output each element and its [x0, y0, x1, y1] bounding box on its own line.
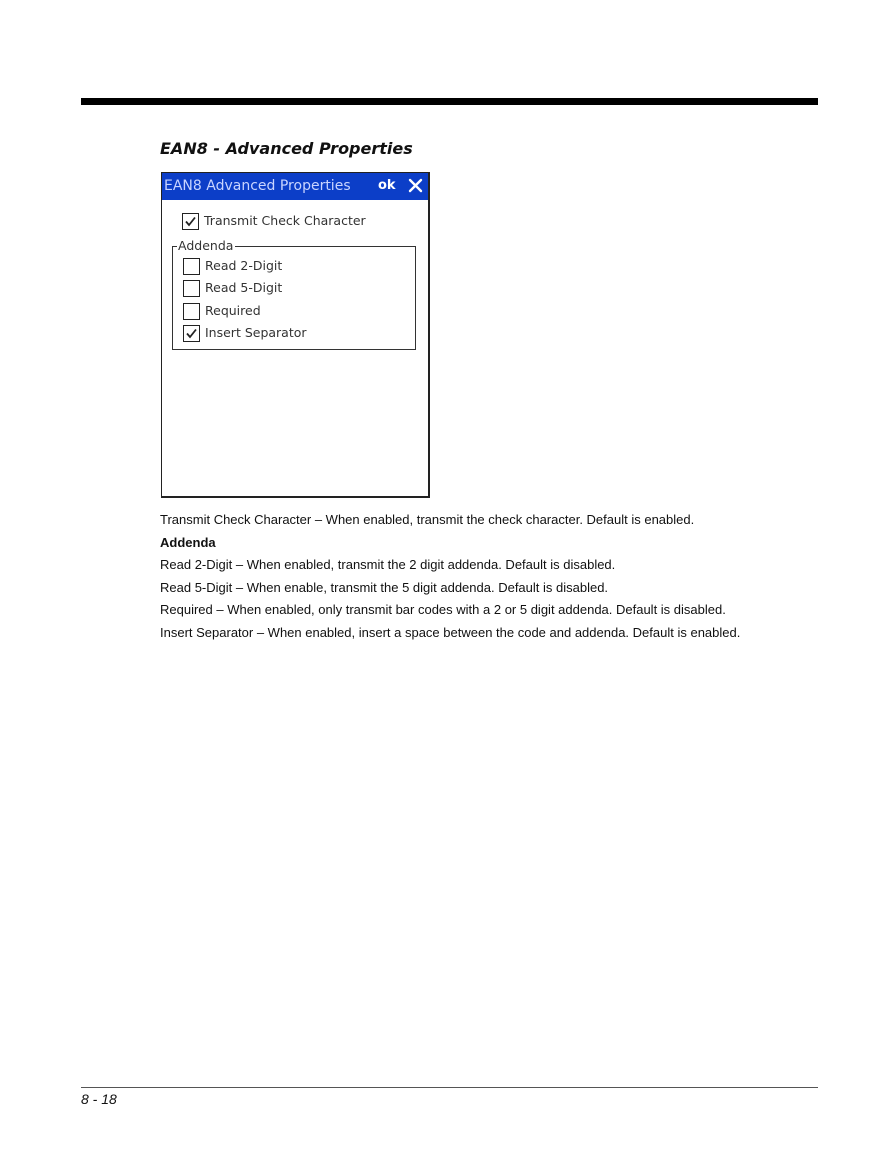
- required-checkbox[interactable]: [183, 303, 200, 320]
- page-number: 8 - 18: [81, 1091, 117, 1107]
- desc-read-5-digit: Read 5-Digit – When enable, transmit the 5 digit addenda. Default is disabled.: [160, 580, 609, 595]
- read-2-digit-checkbox[interactable]: [183, 258, 200, 275]
- addenda-group-legend: Addenda: [178, 238, 234, 253]
- read-2-digit-label[interactable]: Read 2-Digit: [205, 258, 283, 273]
- section-heading: EAN8 - Advanced Properties: [160, 139, 413, 158]
- desc-addenda-heading: Addenda: [160, 535, 216, 550]
- checkmark-icon: [185, 327, 198, 340]
- read-5-digit-checkbox[interactable]: [183, 280, 200, 297]
- required-row[interactable]: [183, 303, 383, 321]
- ean8-properties-window: [161, 172, 430, 498]
- bottom-rule: [81, 1087, 818, 1088]
- insert-separator-label[interactable]: Insert Separator: [205, 325, 307, 340]
- transmit-check-character-row[interactable]: [182, 213, 382, 231]
- checkmark-icon: [184, 215, 197, 228]
- insert-separator-row[interactable]: [183, 325, 383, 343]
- window-titlebar: [162, 173, 428, 200]
- desc-read-2-digit: Read 2-Digit – When enabled, transmit the 2 digit addenda. Default is disabled.: [160, 557, 616, 572]
- close-icon[interactable]: [408, 178, 423, 193]
- top-rule: [81, 98, 818, 105]
- transmit-check-character-checkbox[interactable]: [182, 213, 199, 230]
- desc-insert-separator: Insert Separator – When enabled, insert a space between the code and addenda. Default is enabled.: [160, 625, 741, 640]
- read-2-digit-row[interactable]: [183, 258, 383, 276]
- insert-separator-checkbox[interactable]: [183, 325, 200, 342]
- addenda-groupbox: [172, 238, 416, 350]
- read-5-digit-row[interactable]: [183, 280, 383, 298]
- desc-required: Required – When enabled, only transmit bar codes with a 2 or 5 digit addenda. Default is disabled.: [160, 602, 726, 617]
- window-title: EAN8 Advanced Properties: [164, 178, 351, 194]
- ok-button[interactable]: ok: [378, 178, 396, 193]
- read-5-digit-label[interactable]: Read 5-Digit: [205, 280, 283, 295]
- desc-transmit-check: Transmit Check Character – When enabled, transmit the check character. Default is enabled.: [160, 512, 695, 527]
- transmit-check-character-label[interactable]: Transmit Check Character: [204, 213, 366, 228]
- required-label[interactable]: Required: [205, 303, 261, 318]
